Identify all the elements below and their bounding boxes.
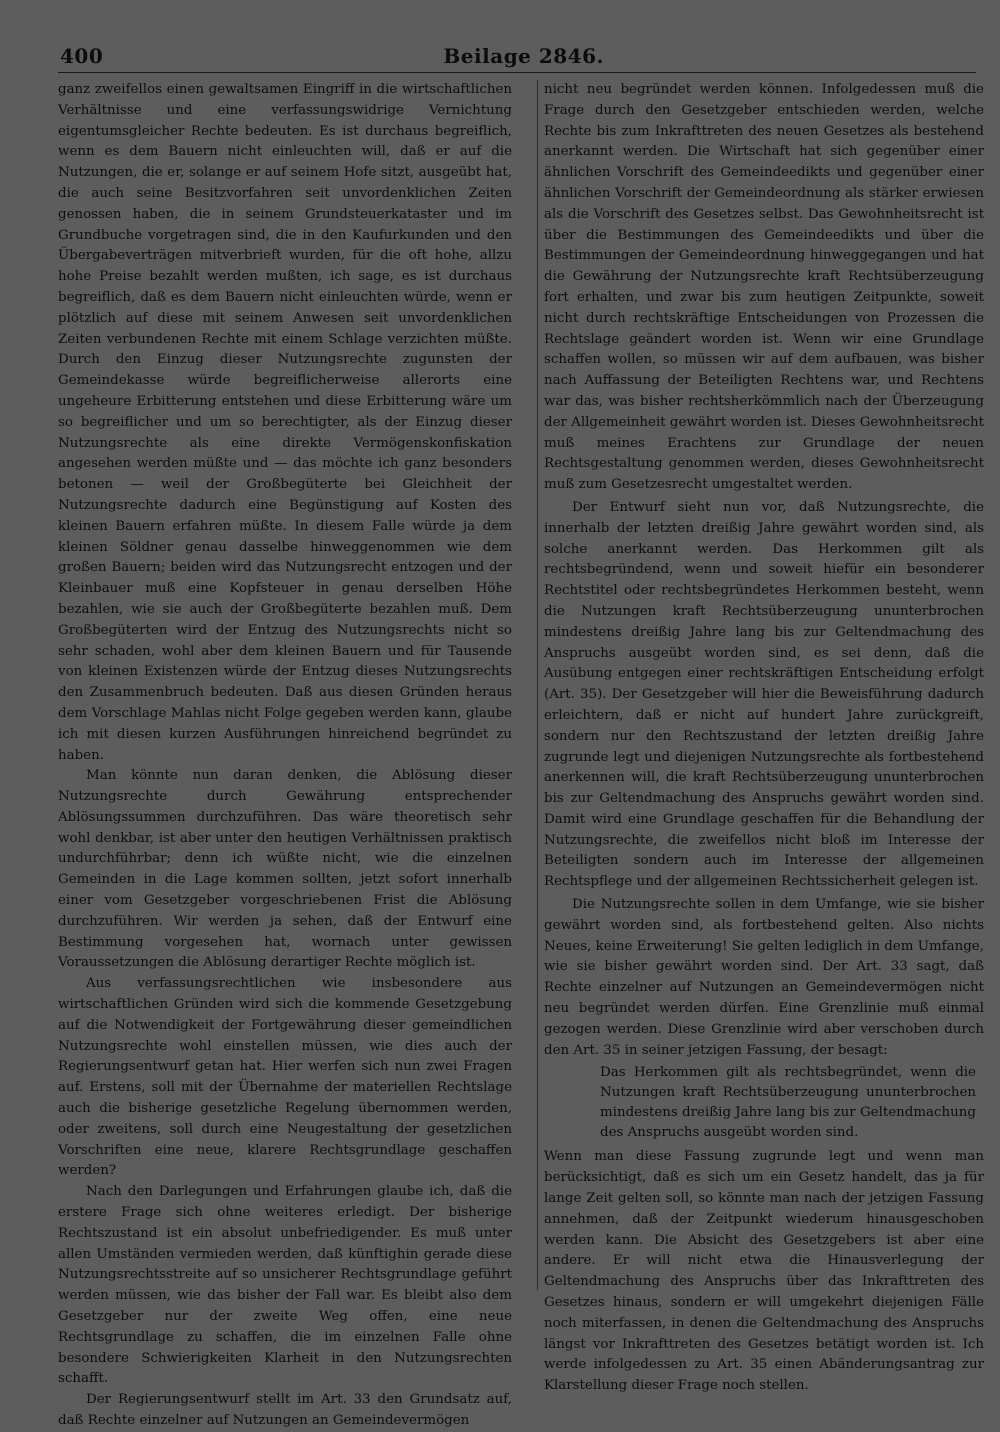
left-column — [58, 80, 512, 1432]
paragraph: Wenn man diese Fassung zugrunde legt und wenn man berücksichtigt, daß es sich um ein Gesetz handelt, das ja für lange Zeit gelten soll, so könnte man nach der jetzigen Fassung annehmen, daß der Zeitpunkt wiederum hinausgeschoben werden kann. Die Absicht des Gesetzgebers ist aber eine andere. Er will nicht etwa die Hinausverlegung der Geltendmachung des Anspruchs über das Inkrafttreten des Gesetzes hinaus, sondern er will umgekehrt diejenigen Fälle noch miterfassen, in denen die Geltendmachung des Anspruchs längst vor Inkrafttreten des Gesetzes betätigt worden ist. Ich werde infolgedessen zu Art. 35 einen Abänderungsantrag zur Klarstellung dieser Frage noch stellen. — [544, 1149, 984, 1394]
page-header — [58, 38, 976, 74]
text-columns — [58, 80, 984, 1432]
paragraph: Aus verfassungsrechtlichen wie insbesondere aus wirtschaftlichen Gründen wird sich die kommende Gesetzgebung auf die Notwendigkeit der Fortgewährung dieser gemeindlichen Nutzungsrechte wohl einstellen müssen, wie dies auch der Regierungsentwurf getan hat. Hier werfen sich nun zwei Fragen auf. Erstens, soll mit der Übernahme der materiellen Rechtslage auch die bisherige gesetzliche Regelung übernommen werden, oder zweitens, soll durch eine Neugestaltung der gesetzlichen Vorschriften eine neue, klarere Rechtsgrundlage geschaffen werden? — [58, 976, 512, 1179]
paragraph: Der Entwurf sieht nun vor, daß Nutzungsrechte, die innerhalb der letzten dreißig Jahre gewährt worden sind, als solche anerkannt werden. Das Herkommen gilt als rechtsbegründend, wenn und soweit hiefür ein besonderer Rechtstitel oder rechtsbegründetes Herkommen besteht, wenn die Nutzungen kraft Rechtsüberzeugung ununterbrochen mindestens dreißig Jahre lang bis zur Geltendmachung des Anspruchs ausgeübt worden sind, es sei denn, daß die Ausübung entgegen einer rechtskräftigen Entscheidung erfolgt (Art. 35). Der Gesetzgeber will hier die Beweisführung dadurch erleichtern, daß er nicht auf hundert Jahre zurückgreift, sondern nur den Rechtszustand der letzten dreißig Jahre zugrunde legt und diejenigen Nutzungsrechte als fortbestehend anerkennen will, die kraft Rechtsüberzeugung ununterbrochen bis zur Geltendmachung des Anspruchs gewährt worden sind. Damit wird eine Grundlage geschaffen für die Behandlung der Nutzungsrechte, die zweifellos nicht bloß im Interesse der Beteiligten sondern auch im Interesse der allgemeinen Rechtspflege und der allgemeinen Rechtssicherheit gelegen ist. — [544, 499, 984, 890]
quote-text: Das Herkommen gilt als rechtsbegründet, wenn die Nutzungen kraft Rechtsüberzeugung ununterbrochen mindestens dreißig Jahre lang bis zur Geltendmachung des Anspruchs ausgeübt worden sind. — [600, 1065, 976, 1141]
paragraph: ganz zweifellos einen gewaltsamen Eingriff in die wirtschaftlichen Verhältnisse und eine verfassungswidrige Vernichtung eigentumsgleicher Rechte bedeuten. Es ist durchaus begreiflich, wenn es dem Bauern nicht einleuchten will, daß er auf die Nutzungen, die er, solange er auf seinem Hofe sitzt, ausgeübt hat, die auch seine Besitzvorfahren seit unvordenklichen Zeiten genossen haben, die in seinem Grundsteuerkataster und im Grundbuche vorgetragen sind, die in den Kaufurkunden und den Übergabeverträgen mitverbrieft wurden, für die oft hohe, allzu hohe Preise bezahlt werden mußten, ich sage, es ist durchaus begreiflich, daß es dem Bauern nicht einleuchten würde, wenn er plötzlich auf diese mit seinem Anwesen seit unvordenklichen Zeiten verbundenen Rechte mit einem Schlage verzichten müßte. Durch den Einzug dieser Nutzungsrechte zugunsten der Gemeindekasse würde begreiflicherweise allerorts eine ungeheure Erbitterung entstehen und diese Erbitterung wäre um so begreiflicher und um so berechtigter, als der Einzug dieser Nutzungsrechte als eine direkte Vermögenskonfiskation angesehen werden müßte und — das möchte ich ganz besonders betonen — weil der Großbegüterte bei Gleichheit der Nutzungsrechte dadurch eine Begünstigung auf Kosten des kleinen Bauern erfahren müßte. In diesem Falle würde ja dem kleinen Söldner genau dasselbe hinweggenommen wie dem großen Bauern; beiden wird das Nutzungsrecht entzogen und der Kleinbauer muß eine Kopfsteuer in genau derselben Höhe bezahlen, wie sie auch der Großbegüterte bezahlen muß. Dem Großbegüterten wird der Entzug des Nutzungsrechts nicht so sehr schaden, wohl aber dem kleinen Bauern und für Tausende von kleinen Existenzen würde der Entzug dieses Nutzungsrechts den Zusammenbruch bedeuten. Daß aus diesen Gründen heraus dem Vorschlage Mahlas nicht Folge gegeben werden kann, glaube ich mit diesen kurzen Ausführungen hinreichend begründet zu haben. — [58, 82, 512, 763]
paragraph: Der Regierungsentwurf stellt im Art. 33 den Grundsatz auf, daß Rechte einzelner auf Nutzungen an Gemeindevermögen — [58, 1392, 512, 1428]
paragraph: Man könnte nun daran denken, die Ablösung dieser Nutzungsrechte durch Gewährung entsprechender Ablösungssummen durchzuführen. Das wäre theoretisch sehr wohl denkbar, ist aber unter den heutigen Verhältnissen praktisch undurchführbar; denn ich wüßte nicht, wie die einzelnen Gemeinden in die Lage kommen sollten, jetzt sofort innerhalb einer vom Gesetzgeber vorgeschriebenen Frist die Ablösung durchzuführen. Wir werden ja sehen, daß der Entwurf eine Bestimmung vorgesehen hat, wornach unter gewissen Voraussetzungen die Ablösung derartiger Rechte möglich ist. — [58, 768, 512, 971]
page-number: 400 — [60, 44, 104, 68]
paragraph: Nach den Darlegungen und Erfahrungen glaube ich, daß die erstere Frage sich ohne weiteres erledigt. Der bisherige Rechtszustand ist ein absolut unbefriedigender. Es muß unter allen Umständen vermieden werden, daß künftighin gerade diese Nutzungsrechtsstreite auf so unsicherer Rechtsgrundlage geführt werden müssen, wie das bisher der Fall war. Es bleibt also dem Gesetzgeber nur der zweite Weg offen, eine neue Rechtsgrundlage zu schaffen, die im einzelnen Falle ohne besondere Schwierigkeiten Klarheit in den Nutzungsrechten schafft. — [58, 1184, 512, 1387]
paragraph: nicht neu begründet werden können. Infolgedessen muß die Frage durch den Gesetzgeber entschieden werden, welche Rechte bis zum Inkrafttreten des neuen Gesetzes als bestehend anerkannt werden. Die Wirtschaft hat sich gegenüber einer ähnlichen Vorschrift des Gemeindeedikts und gegenüber einer ähnlichen Vorschrift der Gemeindeordnung als stärker erwiesen als die Vorschrift des Gesetzes selbst. Das Gewohnheitsrecht ist über die Bestimmungen des Gemeindeedikts und über die Bestimmungen der Gemeindeordnung hinweggegangen und hat die Gewährung der Nutzungsrechte kraft Rechtsüberzeugung fort erhalten, und zwar bis zum heutigen Zeitpunkte, soweit nicht durch rechtskräftige Entscheidungen von Prozessen die Rechtslage geändert worden ist. Wenn wir eine Grundlage schaffen wollen, so müssen wir auf dem aufbauen, was bisher nach Auffassung der Beteiligten Rechtens war, und Rechtens war das, was bisher rechtsherkömmlich nach der Überzeugung der Allgemeinheit gewährt worden ist. Dieses Gewohnheitsrecht muß meines Erachtens zur Grundlage der neuen Rechtsgestaltung genommen werden, dieses Gewohnheitsrecht muß zum Gesetzesrecht umgestaltet werden. — [544, 82, 985, 493]
paragraph: Die Nutzungsrechte sollen in dem Umfange, wie sie bisher gewährt worden sind, als fortbestehend gelten. Also nichts Neues, keine Erweiterung! Sie gelten lediglich in dem Umfange, wie sie bisher gewährt worden sind. Der Art. 33 sagt, daß Rechte einzelner auf Nutzungen an Gemeindevermögen nicht neu begründet werden dürfen. Eine Grenzlinie muß einmal gezogen werden. Diese Grenzlinie wird aber verschoben durch den Art. 35 in seiner jetzigen Fassung, der besagt: — [544, 897, 984, 1058]
right-column — [544, 80, 984, 1432]
column-divider — [537, 80, 538, 1290]
header-rule — [58, 72, 976, 73]
block-quote — [544, 1063, 984, 1143]
running-head: Beilage 2846. — [443, 44, 604, 68]
